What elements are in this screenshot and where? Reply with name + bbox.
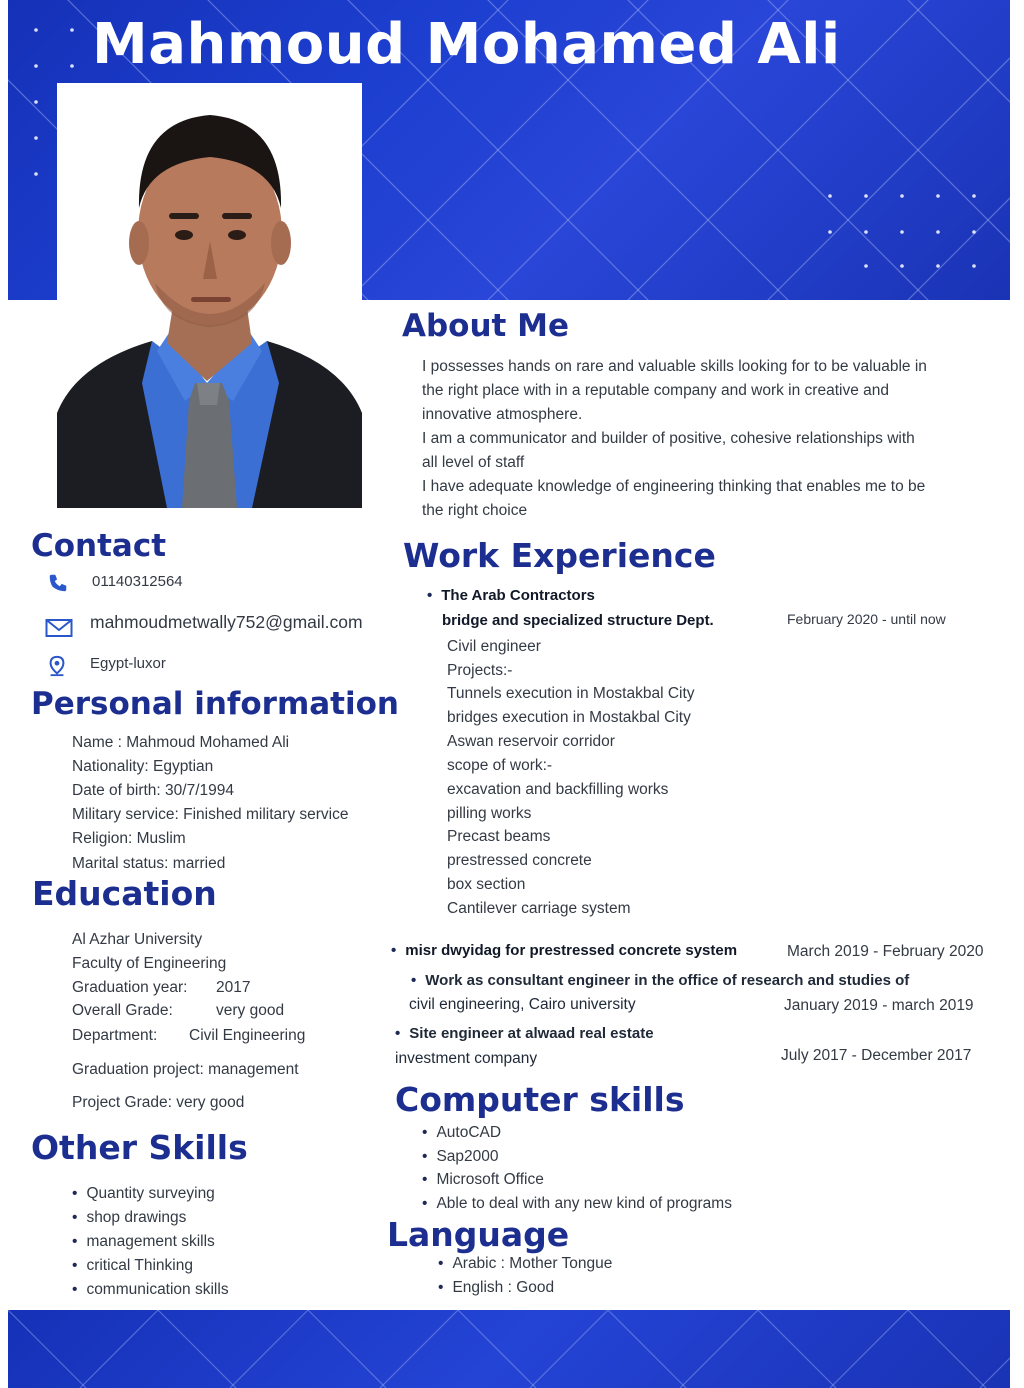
job2-company: • misr dwyidag for prestressed concrete system: [391, 942, 737, 959]
name-title: Mahmoud Mohamed Ali: [92, 12, 841, 77]
contact-email[interactable]: mahmoudmetwally752@gmail.com: [90, 612, 363, 632]
list-item: • management skills: [72, 1233, 229, 1257]
location-pin-icon: [46, 655, 68, 677]
contact-heading: Contact: [31, 528, 167, 564]
education-dept: Civil Engineering: [189, 1027, 306, 1044]
job4-title-line1: • Site engineer at alwaad real estate: [395, 1025, 654, 1042]
job1-detail: scope of work:-: [447, 757, 553, 774]
mail-icon: [45, 617, 73, 639]
education-grade: very good: [216, 1002, 285, 1019]
language-list: [438, 1255, 612, 1303]
list-item: • AutoCAD: [422, 1124, 732, 1148]
job1-dates: February 2020 - until now: [787, 611, 946, 627]
education-grade-label: Overall Grade:: [72, 1002, 173, 1019]
personal-heading: Personal information: [31, 686, 399, 722]
job1-dept: bridge and specialized structure Dept.: [442, 612, 714, 629]
contact-location: Egypt-luxor: [90, 655, 166, 672]
education-grad-year-label: Graduation year:: [72, 979, 188, 996]
personal-dob: Date of birth: 30/7/1994: [72, 782, 235, 799]
list-item: • critical Thinking: [72, 1257, 229, 1281]
education-heading: Education: [32, 874, 217, 913]
job1-detail: Projects:-: [447, 662, 513, 679]
education-project-grade: Project Grade: very good: [72, 1094, 245, 1111]
job1-detail: box section: [447, 876, 526, 893]
job1-detail: Civil engineer: [447, 638, 541, 655]
phone-icon: [47, 572, 69, 594]
computer-heading: Computer skills: [395, 1080, 685, 1119]
about-line: the right choice: [422, 502, 528, 519]
list-item: • English : Good: [438, 1279, 612, 1303]
about-line: I am a communicator and builder of positive, cohesive relationships with: [422, 430, 915, 447]
education-university: Al Azhar University: [72, 931, 203, 948]
education-grad-year: 2017: [216, 979, 251, 996]
personal-nationality: Nationality: Egyptian: [72, 758, 214, 775]
job1-detail: bridges execution in Mostakbal City: [447, 709, 691, 726]
education-project: Graduation project: management: [72, 1061, 299, 1078]
personal-religion: Religion: Muslim: [72, 830, 186, 847]
job1-detail: prestressed concrete: [447, 852, 592, 869]
about-line: all level of staff: [422, 454, 525, 471]
job1-detail: Tunnels execution in Mostakbal City: [447, 685, 695, 702]
other-skills-heading: Other Skills: [31, 1128, 248, 1167]
personal-marital: Marital status: married: [72, 855, 226, 872]
about-line: the right place with in a reputable company and work in creative and: [422, 382, 889, 399]
profile-photo: [57, 83, 362, 508]
job1-detail: pilling works: [447, 805, 532, 822]
job1-detail: excavation and backfilling works: [447, 781, 669, 798]
job1-detail: Aswan reservoir corridor: [447, 733, 615, 750]
list-item: • communication skills: [72, 1281, 229, 1305]
list-item: • shop drawings: [72, 1209, 229, 1233]
other-skills-list: [72, 1185, 229, 1305]
contact-phone[interactable]: 01140312564: [92, 573, 183, 590]
personal-name: Name : Mahmoud Mohamed Ali: [72, 734, 290, 751]
about-heading: About Me: [402, 308, 570, 344]
list-item: • Sap2000: [422, 1148, 732, 1171]
job3-dates: January 2019 - march 2019: [784, 997, 974, 1014]
education-faculty: Faculty of Engineering: [72, 955, 227, 972]
list-item: • Quantity surveying: [72, 1185, 229, 1209]
about-paragraph: [422, 355, 1002, 523]
list-item: • Microsoft Office: [422, 1171, 732, 1195]
education-dept-label: Department:: [72, 1027, 158, 1044]
list-item: • Able to deal with any new kind of programs: [422, 1195, 732, 1219]
job3-title-line1: • Work as consultant engineer in the office of research and studies of: [411, 972, 909, 989]
job2-dates: March 2019 - February 2020: [787, 943, 984, 960]
language-heading: Language: [387, 1215, 570, 1254]
job1-company: • The Arab Contractors: [427, 587, 595, 604]
about-line: I have adequate knowledge of engineering thinking that enables me to be: [422, 478, 926, 495]
footer-banner: [8, 1310, 1010, 1388]
personal-military: Military service: Finished military service: [72, 806, 349, 823]
list-item: • Arabic : Mother Tongue: [438, 1255, 612, 1279]
computer-skills-list: [422, 1124, 732, 1219]
job1-detail: Cantilever carriage system: [447, 900, 631, 917]
job3-title-line2: civil engineering, Cairo university: [409, 996, 636, 1013]
work-heading: Work Experience: [403, 536, 716, 575]
diamond-pattern: [8, 1310, 1010, 1388]
about-line: I possesses hands on rare and valuable skills looking for to be valuable in: [422, 358, 927, 375]
about-line: innovative atmosphere.: [422, 406, 583, 423]
job1-detail: Precast beams: [447, 828, 551, 845]
job4-title-line2: investment company: [395, 1050, 538, 1067]
job4-dates: July 2017 - December 2017: [781, 1047, 972, 1064]
